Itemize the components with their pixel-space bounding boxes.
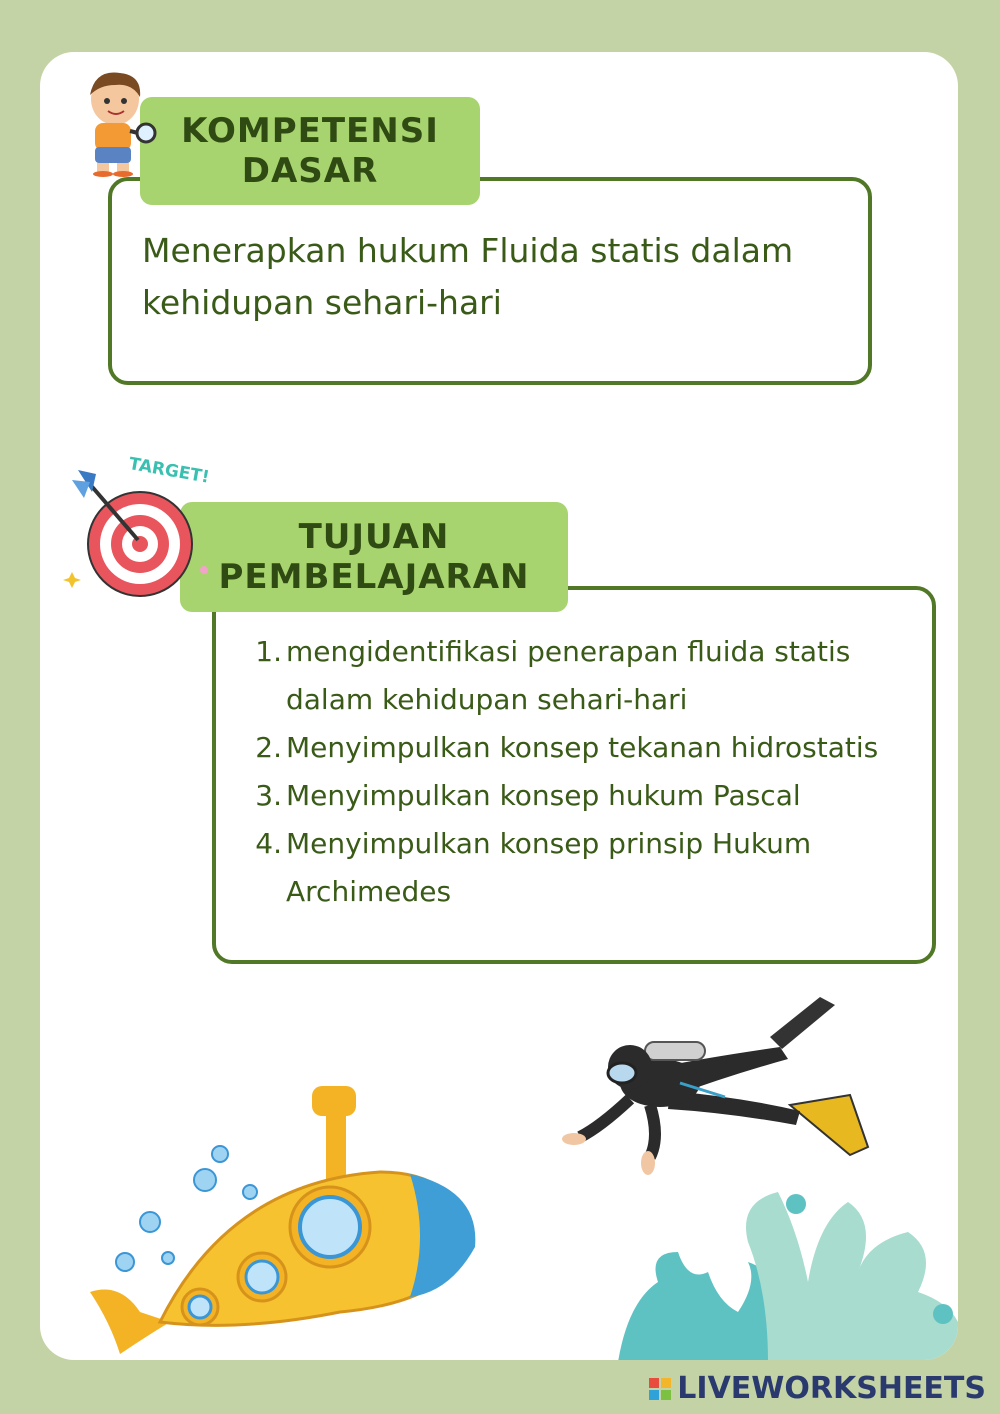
list-item-text: Menyimpulkan konsep prinsip Hukum Archimedes bbox=[286, 827, 812, 908]
submarine-icon bbox=[80, 1072, 480, 1360]
kompetensi-box bbox=[108, 177, 872, 385]
kompetensi-title-line2: DASAR bbox=[241, 151, 379, 191]
footer-brand: LIVEWORKSHEETS bbox=[677, 1371, 986, 1406]
boy-magnifier-icon bbox=[70, 67, 160, 177]
list-item bbox=[246, 820, 912, 916]
list-item-number: 3. bbox=[255, 779, 282, 812]
list-item-text: mengidentifikasi penerapan fluida statis dalam kehidupan sehari-hari bbox=[286, 635, 851, 716]
list-item-text: Menyimpulkan konsep hukum Pascal bbox=[286, 779, 801, 812]
list-item bbox=[246, 772, 912, 820]
dartboard-icon bbox=[58, 452, 228, 602]
list-item-text: Menyimpulkan konsep tekanan hidrostatis bbox=[286, 731, 879, 764]
tujuan-list bbox=[246, 628, 912, 916]
tujuan-title-line2: PEMBELAJARAN bbox=[218, 557, 530, 597]
list-item bbox=[246, 724, 912, 772]
scuba-diver-icon bbox=[550, 987, 880, 1177]
target-label: TARGET! bbox=[127, 453, 211, 488]
list-item bbox=[246, 628, 912, 724]
tujuan-tag bbox=[180, 502, 568, 612]
kompetensi-text: Menerapkan hukum Fluida statis dalam kehidupan sehari-hari bbox=[142, 231, 794, 322]
tujuan-box bbox=[212, 586, 936, 964]
list-item-number: 2. bbox=[255, 731, 282, 764]
tujuan-title-line1: TUJUAN bbox=[298, 517, 450, 557]
liveworksheets-logo bbox=[649, 1371, 986, 1406]
kompetensi-tag bbox=[140, 97, 480, 205]
list-item-number: 1. bbox=[255, 635, 282, 668]
worksheet-card bbox=[40, 52, 958, 1360]
liveworksheets-logo-icon bbox=[649, 1378, 671, 1400]
coral-icon bbox=[618, 1162, 958, 1360]
kompetensi-title-line1: KOMPETENSI bbox=[181, 111, 439, 151]
list-item-number: 4. bbox=[255, 827, 282, 860]
